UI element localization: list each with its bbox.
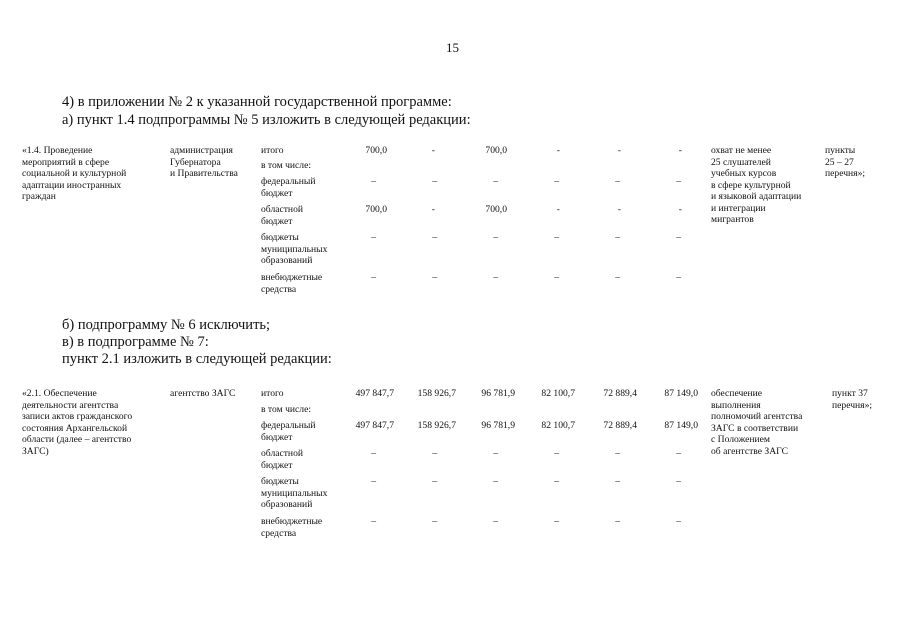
value-cell: - bbox=[678, 204, 682, 215]
value-cell: – bbox=[676, 272, 681, 283]
expected-result-cell: обеспечение выполнения полномочий агентства ЗАГС в соответствии с Положением об агентстве ЗАГС bbox=[711, 388, 803, 457]
funding-label: в том числе: bbox=[261, 160, 312, 171]
value-cell: 700,0 bbox=[365, 145, 387, 156]
value-cell: 72 889,4 bbox=[603, 388, 637, 399]
value-cell: 96 781,9 bbox=[481, 388, 515, 399]
value-cell: – bbox=[432, 176, 437, 187]
value-cell: 72 889,4 bbox=[603, 420, 637, 431]
funding-label: бюджеты муниципальных образований bbox=[261, 232, 328, 266]
value-cell: 158 926,7 bbox=[417, 388, 456, 399]
paragraph-line: а) пункт 1.4 подпрограммы № 5 изложить в следующей редакции: bbox=[62, 112, 471, 128]
funding-label: федеральный бюджет bbox=[261, 176, 316, 199]
value-cell: – bbox=[493, 516, 498, 527]
value-cell: 158 926,7 bbox=[417, 420, 456, 431]
reference-cell: пункты 25 – 27 перечня»; bbox=[825, 145, 866, 179]
value-cell: – bbox=[615, 516, 620, 527]
value-cell: – bbox=[615, 476, 620, 487]
executor-cell: агентство ЗАГС bbox=[170, 388, 236, 399]
value-cell: 700,0 bbox=[485, 145, 507, 156]
value-cell: 87 149,0 bbox=[664, 388, 698, 399]
value-cell: – bbox=[432, 476, 437, 487]
measure-name-cell: «1.4. Проведение мероприятий в сфере социальной и культурной адаптации иностранных граждан bbox=[22, 145, 127, 202]
value-cell: 87 149,0 bbox=[664, 420, 698, 431]
value-cell: - bbox=[678, 145, 682, 156]
value-cell: - bbox=[431, 204, 435, 215]
value-cell: – bbox=[676, 176, 681, 187]
value-cell: – bbox=[615, 448, 620, 459]
value-cell: - bbox=[617, 145, 621, 156]
funding-label: бюджеты муниципальных образований bbox=[261, 476, 328, 510]
value-cell: – bbox=[493, 476, 498, 487]
funding-label: внебюджетные средства bbox=[261, 516, 323, 539]
value-cell: – bbox=[554, 232, 559, 243]
value-cell: – bbox=[676, 476, 681, 487]
measure-name-cell: «2.1. Обеспечение деятельности агентства записи актов гражданского состояния Архангельской области (далее – агентство ЗАГС) bbox=[22, 388, 133, 457]
value-cell: - bbox=[431, 145, 435, 156]
value-cell: – bbox=[493, 448, 498, 459]
page-number: 15 bbox=[446, 40, 459, 55]
value-cell: – bbox=[371, 176, 376, 187]
value-cell: – bbox=[432, 448, 437, 459]
value-cell: – bbox=[676, 448, 681, 459]
value-cell: – bbox=[493, 176, 498, 187]
funding-label: областной бюджет bbox=[261, 204, 304, 227]
value-cell: – bbox=[432, 272, 437, 283]
funding-label: итого bbox=[261, 388, 284, 399]
value-cell: – bbox=[432, 516, 437, 527]
value-cell: 82 100,7 bbox=[541, 420, 575, 431]
value-cell: – bbox=[371, 232, 376, 243]
paragraph-line: 4) в приложении № 2 к указанной государственной программе: bbox=[62, 94, 452, 110]
value-cell: - bbox=[556, 204, 560, 215]
value-cell: – bbox=[676, 516, 681, 527]
value-cell: – bbox=[371, 476, 376, 487]
value-cell: – bbox=[432, 232, 437, 243]
reference-cell: пункт 37 перечня»; bbox=[832, 388, 873, 411]
funding-label: в том числе: bbox=[261, 404, 312, 415]
expected-result-cell: охват не менее 25 слушателей учебных курсов в сфере культурной и языковой адаптации и интеграции мигрантов bbox=[711, 145, 802, 225]
value-cell: - bbox=[556, 145, 560, 156]
value-cell: – bbox=[554, 176, 559, 187]
paragraph-line: в) в подпрограмме № 7: bbox=[62, 334, 209, 350]
value-cell: – bbox=[493, 232, 498, 243]
value-cell: 700,0 bbox=[365, 204, 387, 215]
value-cell: 96 781,9 bbox=[481, 420, 515, 431]
funding-label: областной бюджет bbox=[261, 448, 304, 471]
value-cell: – bbox=[554, 272, 559, 283]
value-cell: – bbox=[493, 272, 498, 283]
value-cell: – bbox=[371, 272, 376, 283]
value-cell: – bbox=[615, 176, 620, 187]
value-cell: – bbox=[615, 272, 620, 283]
value-cell: – bbox=[676, 232, 681, 243]
paragraph-line: пункт 2.1 изложить в следующей редакции: bbox=[62, 351, 332, 367]
value-cell: – bbox=[554, 476, 559, 487]
paragraph-line: б) подпрограмму № 6 исключить; bbox=[62, 317, 271, 333]
value-cell: – bbox=[554, 516, 559, 527]
value-cell: 497 847,7 bbox=[355, 420, 394, 431]
funding-label: федеральный бюджет bbox=[261, 420, 316, 443]
funding-label: внебюджетные средства bbox=[261, 272, 323, 295]
value-cell: 700,0 bbox=[485, 204, 507, 215]
value-cell: – bbox=[371, 516, 376, 527]
executor-cell: администрация Губернатора и Правительства bbox=[170, 145, 238, 179]
value-cell: – bbox=[554, 448, 559, 459]
value-cell: 82 100,7 bbox=[541, 388, 575, 399]
value-cell: - bbox=[617, 204, 621, 215]
value-cell: 497 847,7 bbox=[355, 388, 394, 399]
value-cell: – bbox=[615, 232, 620, 243]
value-cell: – bbox=[371, 448, 376, 459]
funding-label: итого bbox=[261, 145, 284, 156]
